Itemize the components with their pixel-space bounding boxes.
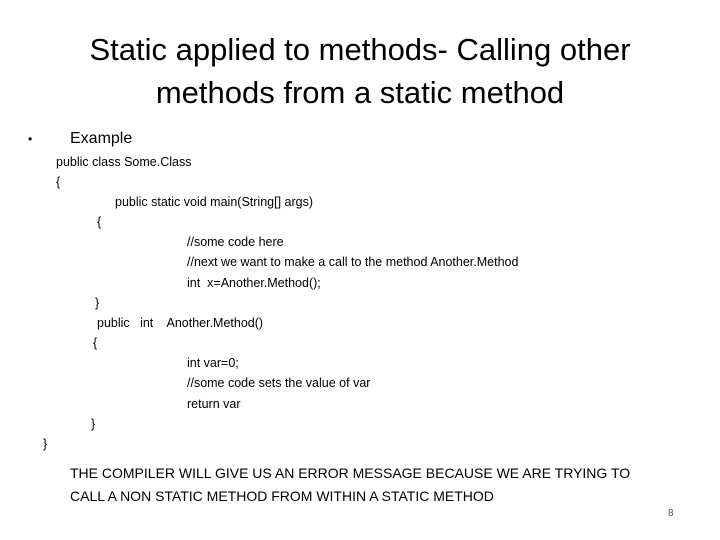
compiler-error-note: [70, 462, 690, 508]
title-line-1: Static applied to methods- Calling other: [89, 32, 631, 67]
code-method-signature: public int Another.Method(): [97, 316, 264, 330]
code-close-class: }: [43, 437, 48, 451]
code-comment-3: //some code sets the value of var: [187, 376, 371, 390]
code-open-main: {: [97, 215, 102, 229]
code-close-method: }: [91, 417, 96, 431]
bullet-item: [28, 130, 132, 148]
page-number: 8: [668, 508, 674, 519]
title-line-2: methods from a static method: [155, 75, 565, 110]
code-open-method: {: [93, 336, 98, 350]
bullet-text: Example: [70, 130, 133, 147]
code-assign: int x=Another.Method();: [187, 276, 321, 290]
code-class-decl: public class Some.Class: [56, 155, 192, 169]
code-open-class: {: [56, 175, 61, 189]
bullet-icon: •: [28, 131, 33, 146]
code-var-decl: int var=0;: [187, 356, 239, 370]
code-comment-2: //next we want to make a call to the method Another.Method: [187, 255, 519, 269]
code-close-main: }: [95, 296, 100, 310]
note-line-1: THE COMPILER WILL GIVE US AN ERROR MESSAGE BECAUSE WE ARE TRYING TO: [70, 465, 631, 481]
code-comment-1: //some code here: [187, 235, 284, 249]
code-return: return var: [187, 397, 241, 411]
note-line-2: CALL A NON STATIC METHOD FROM WITHIN A STATIC METHOD: [70, 488, 494, 504]
slide-title: [0, 28, 720, 114]
code-main-signature: public static void main(String[] args): [115, 195, 313, 209]
